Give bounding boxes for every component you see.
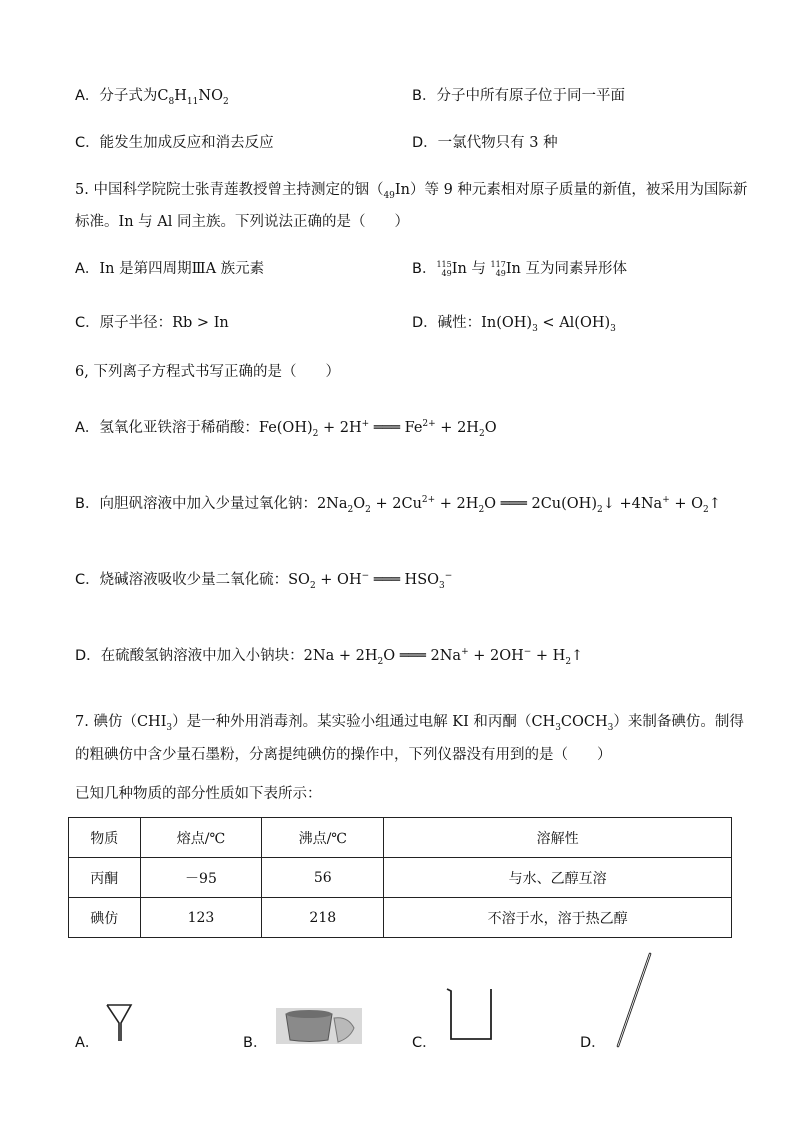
formula-acetone: $CH_3COCH_3$ (531, 714, 614, 733)
equation-d: $2Na + 2H_2O$ ═══ $2Na^+ + 2OH^- + H_2↑$ (303, 647, 584, 667)
q5-option-a: A．In 是第四周期ⅢA 族元素 (75, 261, 265, 277)
formula-basicity: $In(OH)_3 < Al(OH)_3$ (481, 315, 616, 334)
table-header-cell: 沸点/℃ (262, 818, 384, 858)
table-cell: －95 (140, 858, 262, 898)
q6-option-c: C．烧碱溶液吸收少量二氧化硫：$SO_2 + OH^-$ ═══ $HSO_3^-$ (75, 571, 453, 591)
q5-option-c: C．原子半径：Rb > In (75, 315, 229, 331)
q6-stem: 6, 下列离子方程式书写正确的是（ ） (75, 364, 340, 380)
crucible-icon (276, 1008, 362, 1044)
glass-rod-icon (612, 950, 656, 1050)
q7-option-a-label: A． (75, 1035, 100, 1051)
table-cell: 与水、乙醇互溶 (384, 858, 732, 898)
table-cell: 123 (140, 898, 262, 938)
table-header-row (69, 818, 732, 858)
q4-option-a: A．分子式为$C_8H_{11}NO_2$ (75, 88, 229, 107)
table-cell: 不溶于水，溶于热乙醇 (384, 898, 732, 938)
q4-option-d: D．一氯代物只有 3 种 (412, 135, 558, 151)
indium-symbol: $_{49}$In (383, 182, 410, 201)
table-row (69, 898, 732, 938)
formula-chi3: $CHI_3$ (136, 714, 173, 733)
funnel-icon (105, 1003, 137, 1043)
q7-stem-line1: 7. 碘仿$(CHI_3)$是一种外用消毒剂。某实验小组通过电解 KI 和丙酮$(CH_3COCH_3)$来制备碘仿。制得 (75, 714, 744, 733)
table-cell: 碘仿 (69, 898, 141, 938)
table-header-cell: 物质 (69, 818, 141, 858)
q7-option-d-label: D． (580, 1035, 606, 1051)
table-cell: 218 (262, 898, 384, 938)
table-cell: 56 (262, 858, 384, 898)
table-cell: 丙酮 (69, 858, 141, 898)
formula-c8h11no2: $C_8H_{11}NO_2$ (157, 88, 229, 107)
q6-option-d: D．在硫酸氢钠溶液中加入小钠块：$2Na + 2H_2O$ ═══ $2Na^+ + 2OH^- + H_2↑$ (75, 647, 584, 667)
q5-stem-line1: 5. 中国科学院院士张青莲教授曾主持测定的铟$(_{49}In)$等 9 种元素相对原子质量的新值，被采用为国际新 (75, 182, 748, 201)
equation-b: $2Na_2O_2 + 2Cu^{2+} + 2H_2O$ ═══ $2Cu(OH)_2↓ +4Na^+$ + $O_2↑$ (316, 495, 721, 515)
q5-option-d: D．碱性：$In(OH)_3 < Al(OH)_3$ (412, 315, 616, 334)
q7-stem-line2: 的粗碘仿中含少量石墨粉，分离提纯碘仿的操作中，下列仪器没有用到的是（ ） (75, 747, 612, 763)
q4-option-c: C．能发生加成反应和消去反应 (75, 135, 274, 151)
q6-option-b: B．向胆矾溶液中加入少量过氧化钠：$2Na_2O_2 + 2Cu^{2+} + 2H_2O$ ═══ $2Cu(OH)_2↓ +4Na^+$ + $O_2↑$ (75, 495, 721, 515)
q6-option-a: A．氢氧化亚铁溶于稀硝酸：$Fe(OH)_2 + 2H^+$ ═══ $Fe^{2+} + 2H_2O$ (75, 419, 497, 439)
beaker-icon (445, 985, 495, 1043)
table-header-cell: 溶解性 (384, 818, 732, 858)
q7-option-b-label: B． (243, 1035, 268, 1051)
equation-a: $Fe(OH)_2 + 2H^+$ ═══ $Fe^{2+} + 2H_2O$ (258, 419, 497, 439)
isotope-in115-in117: 115 49In 与 117 49In (436, 260, 526, 278)
table-header-cell: 熔点/℃ (140, 818, 262, 858)
q4-option-b: B．分子中所有原子位于同一平面 (412, 88, 625, 104)
q7-stem-line3: 已知几种物质的部分性质如下表所示： (75, 786, 322, 802)
q5-stem-line2: 标准。In 与 Al 同主族。下列说法正确的是（ ） (75, 214, 410, 230)
equation-c: $SO_2 + OH^-$ ═══ $HSO_3^-$ (288, 571, 453, 591)
q5-option-b: B．115 49In 与 117 49In 互为同素异形体 (412, 260, 627, 278)
properties-table (68, 817, 732, 938)
table-row (69, 858, 732, 898)
q7-option-c-label: C． (412, 1035, 437, 1051)
